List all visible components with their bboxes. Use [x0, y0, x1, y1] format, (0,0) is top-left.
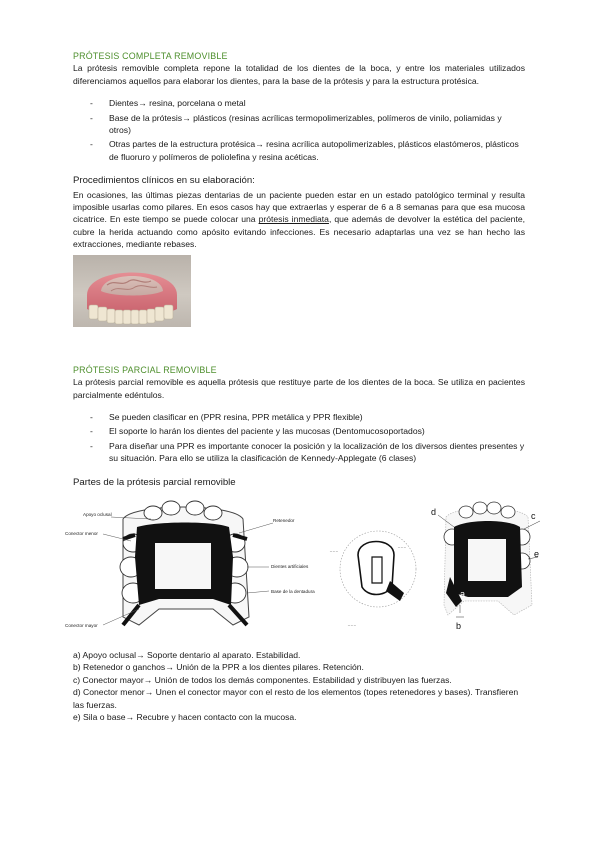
label-conector-menor: Conector menor [65, 530, 98, 536]
document-page [65, 50, 540, 723]
list-item: - Dientes→ resina, porcelana o metal [90, 98, 246, 109]
dash-marker: - [90, 440, 93, 451]
list-item: - Para diseñar una PPR es importante conocer la posición y la localización de los diversos dientes presentes y su situación. Para ello se utiliza la clasificación de Kennedy-Applegate (6 clases) [90, 440, 525, 464]
clinical-procedures-heading: Procedimientos clínicos en su elaboración: [73, 175, 255, 187]
svg-text:_ _ _: _ _ _ [330, 547, 338, 552]
parts-definitions [73, 649, 525, 723]
clinical-procedures-paragraph: En ocasiones, las últimas piezas dentarias de un paciente pueden estar en un estado patológico terminal y resulta imposible usarlas como pilares. En esos casos hay que extraerlas y esperar de 6 a 8 semanas para que esa mucosa cicatrice. En este tiempo se puede colocar una prótesis inmediata, que además de devolver la estética del paciente, cubre la herida actuando como apósito evitando infecciones. Es necesario adaptarlas una vez se han hecho las extracciones, mediante rebases. [73, 189, 526, 250]
list-item: - Base de la prótesis→ plásticos (resinas acrílicas termopolimerizables, polímeros de vinilo, poliamidas y otros) [90, 112, 502, 136]
definition-item: b) Retenedor o ganchos→ Unión de la PPR a los dientes pilares. Retención. [73, 662, 364, 673]
denture-illustration [73, 255, 191, 327]
partial-denture-intro: La prótesis parcial removible es aquella prótesis que restituye parte de los dientes de la boca. Se utiliza en pacientes parcialmente edéntulos. [73, 377, 525, 400]
complete-denture-intro: La prótesis removible completa repone la totalidad de los dientes de la boca, y entre los materiales utilizados diferenciamos aquellos para elaborar los dientes, para la base de la prótesis y para la estructura protésica. [73, 63, 525, 86]
label-dientes-artificiales: Dientes artificiales [271, 563, 309, 569]
dash-marker: - [90, 98, 93, 109]
dash-marker: - [90, 411, 93, 422]
complete-denture-photo [73, 255, 191, 327]
materials-list [73, 97, 525, 163]
parts-heading: Partes de la prótesis parcial removible [73, 476, 236, 488]
label-apoyo-oclusal: Apoyo oclusal [83, 511, 112, 517]
ppr-lettered-diagram [328, 497, 543, 637]
label-a: a [460, 588, 466, 599]
list-item: - Otras partes de la estructura protésica→ resina acrílica autopolimerizables, plásticos elastómeros, plásticos de fluoruro y polímeros de poliolefina y resina acéticas. [90, 139, 519, 162]
definition-item: c) Conector mayor→ Unión de todos los demás componentes. Estabilidad y distribuyen las fuerzas. [73, 674, 452, 685]
label-d: d [431, 506, 437, 517]
ppr-list [73, 411, 525, 465]
label-retenedor: Retenedor [273, 517, 295, 523]
dash-marker: - [90, 139, 93, 150]
dash-marker: - [90, 426, 93, 437]
list-item: - Se pueden clasificar en (PPR resina, PPR metálica y PPR flexible) [90, 411, 363, 422]
svg-text:_ _ _: _ _ _ [348, 621, 356, 626]
label-conector-mayor: Conector mayor [65, 622, 98, 628]
label-c: c [531, 510, 536, 521]
definition-item: a) Apoyo oclusal→ Soporte dentario al aparato. Estabilidad. [73, 649, 301, 660]
svg-text:_ _ _: _ _ _ [398, 543, 406, 548]
label-e: e [534, 548, 540, 559]
definition-item: d) Conector menor→ Unen el conector mayor con el resto de los elementos (topes retenedores y bases). Transfieren las fuerzas. [73, 687, 519, 710]
dash-marker: - [90, 112, 93, 123]
section-title-complete-denture: PRÓTESIS COMPLETA REMOVIBLE [73, 51, 228, 61]
definition-item: e) Sila o base→ Recubre y hacen contacto con la mucosa. [73, 711, 297, 722]
ppr-diagrams [65, 497, 540, 637]
ppr-labeled-diagram [63, 497, 318, 637]
immediate-denture-link[interactable]: prótesis inmediata [258, 214, 329, 225]
label-base-dentadura: Base de la dentadura [271, 588, 315, 594]
list-item: - El soporte lo harán los dientes del paciente y las mucosas (Dentomucosoportados) [90, 426, 425, 437]
label-b: b [456, 620, 462, 631]
section-title-partial-denture: PRÓTESIS PARCIAL REMOVIBLE [73, 364, 217, 375]
